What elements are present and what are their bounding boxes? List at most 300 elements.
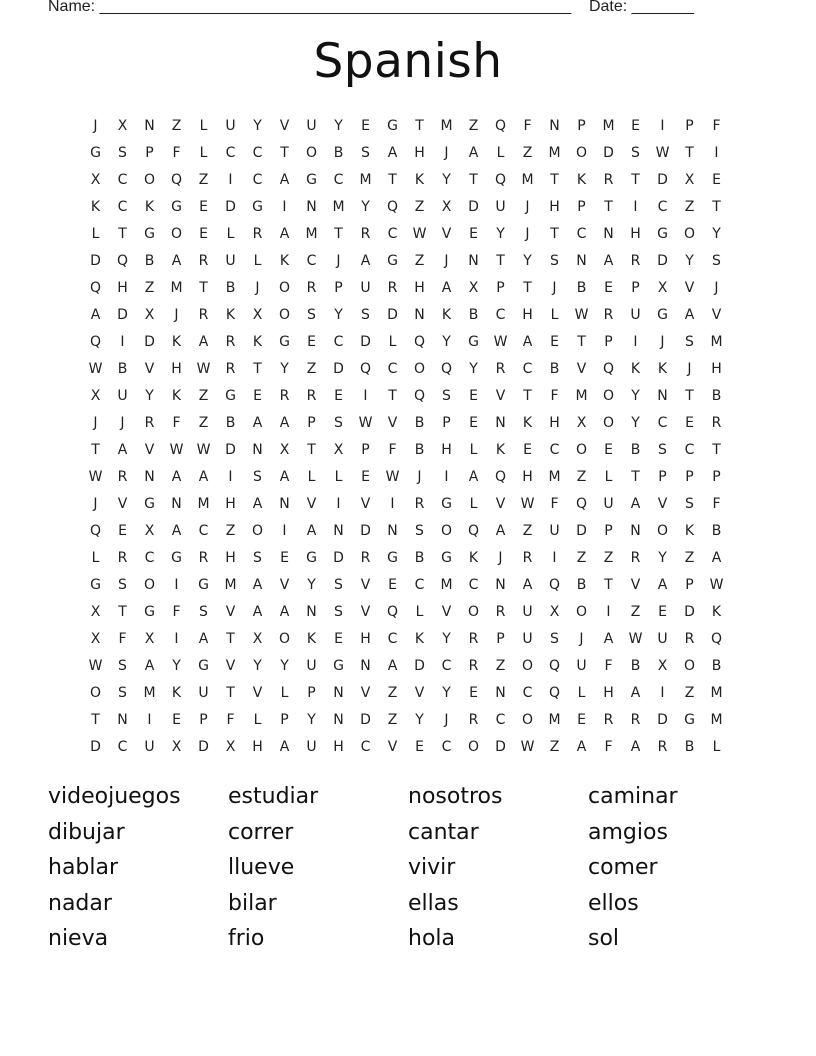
grid-letter: N: [387, 522, 398, 539]
grid-letter: J: [93, 414, 98, 431]
grid-letter: A: [630, 738, 641, 755]
grid-letter: V: [495, 387, 506, 404]
grid-letter: I: [660, 117, 665, 134]
grid-letter: Q: [170, 171, 183, 188]
grid-letter: N: [117, 711, 128, 728]
grid-letter: A: [441, 279, 452, 296]
grid-letter: G: [387, 252, 398, 269]
grid-letter: Y: [334, 306, 343, 323]
grid-letter: R: [198, 252, 209, 269]
grid-letter: F: [550, 495, 559, 512]
grid-letter: M: [143, 684, 156, 701]
grid-letter: P: [685, 117, 694, 134]
grid-letter: W: [88, 468, 103, 485]
word-list-item: videojuegos: [48, 784, 181, 809]
grid-letter: F: [523, 117, 532, 134]
grid-letter: B: [225, 279, 236, 296]
grid-letter: I: [552, 549, 557, 566]
grid-letter: Y: [361, 198, 370, 215]
grid-letter: N: [279, 495, 290, 512]
grid-letter: X: [657, 657, 668, 674]
grid-letter: Q: [467, 522, 480, 539]
grid-letter: K: [252, 333, 263, 350]
grid-letter: V: [387, 414, 398, 431]
grid-letter: U: [306, 117, 317, 134]
grid-letter: J: [552, 279, 557, 296]
grid-letter: S: [334, 576, 343, 593]
grid-letter: B: [414, 549, 425, 566]
grid-letter: L: [415, 603, 424, 620]
grid-letter: A: [198, 333, 209, 350]
grid-letter: V: [117, 495, 128, 512]
grid-letter: N: [630, 522, 641, 539]
grid-letter: F: [172, 603, 181, 620]
grid-letter: Q: [494, 117, 507, 134]
grid-letter: T: [604, 198, 613, 215]
grid-letter: C: [657, 198, 668, 215]
grid-letter: C: [252, 171, 263, 188]
grid-letter: G: [387, 549, 398, 566]
grid-letter: T: [415, 117, 424, 134]
grid-letter: F: [172, 144, 181, 161]
grid-letter: I: [336, 495, 341, 512]
grid-letter: M: [224, 576, 237, 593]
grid-letter: H: [117, 279, 128, 296]
grid-letter: X: [468, 279, 479, 296]
name-date-line: Name: _____________________________________________________ Date: _______: [48, 0, 694, 15]
grid-letter: K: [684, 522, 695, 539]
grid-letter: Y: [415, 711, 424, 728]
grid-letter: E: [577, 711, 586, 728]
grid-letter: Y: [496, 225, 505, 242]
grid-letter: R: [468, 657, 479, 674]
grid-letter: Q: [386, 603, 399, 620]
grid-letter: J: [93, 117, 98, 134]
grid-letter: Z: [306, 360, 317, 377]
grid-letter: G: [279, 333, 290, 350]
grid-letter: L: [199, 117, 208, 134]
grid-letter: C: [576, 225, 587, 242]
grid-letter: N: [495, 684, 506, 701]
grid-letter: V: [360, 603, 371, 620]
grid-letter: F: [226, 711, 235, 728]
grid-letter: O: [575, 603, 588, 620]
grid-letter: A: [144, 657, 155, 674]
grid-letter: U: [576, 657, 587, 674]
grid-letter: S: [307, 306, 316, 323]
grid-letter: Q: [89, 279, 102, 296]
grid-letter: H: [522, 468, 533, 485]
grid-letter: A: [387, 144, 398, 161]
grid-letter: S: [550, 630, 559, 647]
grid-letter: H: [603, 684, 614, 701]
grid-letter: U: [306, 657, 317, 674]
grid-letter: Z: [684, 684, 695, 701]
grid-letter: T: [496, 252, 505, 269]
grid-letter: T: [604, 576, 613, 593]
grid-letter: G: [144, 225, 155, 242]
grid-letter: K: [306, 630, 317, 647]
grid-letter: T: [685, 144, 694, 161]
grid-letter: T: [118, 225, 127, 242]
grid-letter: E: [280, 549, 289, 566]
grid-letter: O: [656, 522, 669, 539]
grid-letter: B: [333, 144, 344, 161]
grid-letter: W: [520, 738, 535, 755]
word-list-item: estudiar: [228, 784, 319, 809]
grid-letter: V: [279, 576, 290, 593]
grid-letter: C: [225, 144, 236, 161]
grid-letter: S: [118, 576, 127, 593]
grid-letter: W: [88, 657, 103, 674]
grid-letter: A: [360, 252, 371, 269]
grid-letter: R: [468, 711, 479, 728]
grid-letter: L: [604, 468, 613, 485]
grid-letter: S: [118, 144, 127, 161]
grid-letter: H: [549, 414, 560, 431]
grid-letter: T: [631, 468, 640, 485]
grid-letter: O: [278, 279, 291, 296]
word-list-item: sol: [588, 926, 620, 951]
grid-letter: M: [548, 144, 561, 161]
grid-letter: I: [228, 171, 233, 188]
grid-letter: I: [363, 387, 368, 404]
grid-letter: L: [496, 144, 505, 161]
grid-letter: U: [306, 738, 317, 755]
grid-letter: R: [630, 252, 641, 269]
grid-letter: V: [576, 360, 587, 377]
grid-letter: J: [93, 495, 98, 512]
grid-letter: N: [171, 495, 182, 512]
grid-letter: Y: [523, 252, 532, 269]
grid-letter: Z: [495, 657, 506, 674]
grid-letter: V: [360, 684, 371, 701]
grid-letter: K: [90, 198, 101, 215]
grid-letter: O: [521, 711, 534, 728]
grid-letter: A: [279, 603, 290, 620]
grid-letter: O: [683, 225, 696, 242]
grid-letter: J: [120, 414, 125, 431]
grid-letter: P: [280, 711, 289, 728]
grid-letter: V: [495, 495, 506, 512]
grid-letter: S: [550, 252, 559, 269]
grid-letter: S: [253, 549, 262, 566]
grid-letter: Q: [440, 360, 453, 377]
grid-letter: Y: [658, 549, 667, 566]
grid-letter: Q: [494, 468, 507, 485]
grid-letter: J: [417, 468, 422, 485]
grid-letter: P: [307, 414, 316, 431]
grid-letter: J: [444, 711, 449, 728]
grid-letter: L: [280, 684, 289, 701]
grid-letter: A: [252, 495, 263, 512]
grid-letter: S: [658, 441, 667, 458]
grid-letter: F: [118, 630, 127, 647]
grid-letter: N: [333, 684, 344, 701]
grid-letter: Z: [576, 468, 587, 485]
grid-letter: M: [710, 684, 723, 701]
grid-letter: T: [577, 333, 586, 350]
grid-letter: T: [91, 711, 100, 728]
grid-letter: X: [144, 630, 155, 647]
grid-letter: H: [414, 144, 425, 161]
grid-letter: D: [387, 306, 398, 323]
grid-letter: Z: [522, 522, 533, 539]
grid-letter: H: [711, 360, 722, 377]
grid-letter: O: [602, 387, 615, 404]
word-list-item: hablar: [48, 855, 119, 880]
grid-letter: E: [658, 603, 667, 620]
grid-letter: Q: [413, 333, 426, 350]
grid-letter: K: [441, 306, 452, 323]
grid-letter: Y: [307, 711, 316, 728]
grid-letter: C: [387, 225, 398, 242]
grid-letter: M: [440, 576, 453, 593]
grid-letter: R: [198, 306, 209, 323]
grid-letter: Q: [548, 576, 561, 593]
grid-letter: G: [144, 495, 155, 512]
grid-letter: G: [90, 144, 101, 161]
grid-letter: R: [117, 468, 128, 485]
grid-letter: S: [685, 495, 694, 512]
grid-letter: Z: [684, 549, 695, 566]
grid-letter: P: [604, 333, 613, 350]
grid-letter: V: [306, 495, 317, 512]
grid-letter: V: [225, 657, 236, 674]
grid-letter: H: [225, 549, 236, 566]
grid-letter: C: [522, 360, 533, 377]
grid-letter: S: [118, 657, 127, 674]
grid-letter: O: [413, 360, 426, 377]
grid-letter: P: [658, 468, 667, 485]
grid-letter: J: [525, 225, 530, 242]
grid-letter: X: [279, 441, 290, 458]
grid-letter: F: [172, 414, 181, 431]
grid-letter: I: [120, 333, 125, 350]
grid-letter: T: [253, 360, 262, 377]
word-list-item: dibujar: [48, 819, 125, 845]
grid-letter: K: [279, 252, 290, 269]
grid-letter: Y: [685, 252, 694, 269]
grid-letter: C: [117, 198, 128, 215]
grid-letter: D: [90, 738, 101, 755]
grid-letter: D: [657, 711, 668, 728]
word-list-item: correr: [228, 819, 294, 845]
grid-letter: O: [575, 144, 588, 161]
grid-letter: A: [468, 468, 479, 485]
grid-letter: M: [575, 387, 588, 404]
word-search-grid: [82, 112, 730, 760]
grid-letter: L: [469, 441, 478, 458]
grid-letter: Z: [414, 252, 425, 269]
grid-letter: E: [334, 387, 343, 404]
grid-letter: R: [360, 549, 371, 566]
grid-letter: Y: [442, 684, 451, 701]
grid-letter: C: [495, 306, 506, 323]
grid-letter: Z: [684, 198, 695, 215]
grid-letter: X: [252, 630, 263, 647]
grid-letter: C: [468, 576, 479, 593]
grid-letter: N: [495, 414, 506, 431]
grid-letter: T: [91, 441, 100, 458]
grid-letter: U: [225, 252, 236, 269]
grid-letter: B: [549, 360, 560, 377]
grid-letter: Q: [494, 171, 507, 188]
grid-letter: L: [91, 549, 100, 566]
grid-letter: Z: [549, 738, 560, 755]
grid-letter: T: [712, 441, 721, 458]
grid-letter: V: [441, 225, 452, 242]
grid-letter: I: [282, 198, 287, 215]
grid-letter: H: [414, 279, 425, 296]
grid-letter: J: [255, 279, 260, 296]
grid-letter: D: [360, 333, 371, 350]
grid-letter: Z: [387, 684, 398, 701]
grid-letter: R: [495, 360, 506, 377]
grid-letter: Z: [198, 171, 209, 188]
grid-letter: R: [306, 279, 317, 296]
grid-letter: G: [684, 711, 695, 728]
grid-letter: V: [252, 684, 263, 701]
grid-letter: I: [282, 522, 287, 539]
grid-letter: X: [171, 738, 182, 755]
grid-letter: B: [711, 522, 722, 539]
grid-letter: F: [604, 657, 613, 674]
grid-letter: C: [414, 576, 425, 593]
grid-letter: T: [523, 387, 532, 404]
grid-letter: N: [360, 657, 371, 674]
grid-letter: B: [414, 441, 425, 458]
grid-letter: G: [198, 657, 209, 674]
grid-letter: R: [306, 387, 317, 404]
word-list-item: nadar: [48, 890, 112, 916]
grid-letter: R: [495, 603, 506, 620]
grid-letter: E: [415, 738, 424, 755]
grid-letter: N: [144, 468, 155, 485]
grid-letter: D: [684, 603, 695, 620]
grid-letter: B: [576, 576, 587, 593]
grid-letter: A: [171, 468, 182, 485]
grid-letter: L: [334, 468, 343, 485]
grid-letter: P: [631, 279, 640, 296]
grid-letter: Z: [603, 549, 614, 566]
grid-letter: A: [252, 576, 263, 593]
grid-letter: T: [631, 171, 640, 188]
grid-letter: I: [174, 576, 179, 593]
grid-letter: D: [414, 657, 425, 674]
grid-letter: Y: [631, 414, 640, 431]
grid-letter: C: [144, 549, 155, 566]
grid-letter: Y: [469, 360, 478, 377]
grid-letter: U: [603, 495, 614, 512]
grid-letter: D: [576, 522, 587, 539]
grid-letter: S: [199, 603, 208, 620]
grid-letter: Z: [522, 144, 533, 161]
grid-letter: C: [657, 414, 668, 431]
grid-letter: E: [199, 225, 208, 242]
grid-letter: G: [468, 333, 479, 350]
grid-letter: I: [390, 495, 395, 512]
grid-letter: A: [279, 738, 290, 755]
grid-letter: W: [358, 414, 373, 431]
grid-letter: E: [361, 468, 370, 485]
word-list-item: amgios: [588, 819, 668, 845]
grid-letter: E: [469, 225, 478, 242]
grid-letter: Z: [630, 603, 641, 620]
grid-letter: D: [495, 738, 506, 755]
grid-letter: A: [630, 495, 641, 512]
grid-letter: A: [279, 171, 290, 188]
grid-letter: A: [117, 441, 128, 458]
grid-letter: I: [633, 333, 638, 350]
grid-letter: X: [549, 603, 560, 620]
grid-letter: W: [574, 306, 589, 323]
grid-letter: T: [712, 198, 721, 215]
grid-letter: R: [684, 630, 695, 647]
grid-letter: G: [171, 198, 182, 215]
grid-letter: T: [199, 279, 208, 296]
grid-letter: B: [711, 387, 722, 404]
grid-letter: D: [333, 360, 344, 377]
grid-letter: V: [630, 576, 641, 593]
grid-letter: X: [144, 306, 155, 323]
grid-letter: T: [307, 441, 316, 458]
grid-letter: T: [550, 171, 559, 188]
grid-letter: A: [252, 603, 263, 620]
word-list-item: hola: [408, 926, 455, 951]
grid-letter: B: [630, 657, 641, 674]
grid-letter: O: [521, 657, 534, 674]
grid-letter: E: [118, 522, 127, 539]
grid-letter: V: [360, 576, 371, 593]
grid-letter: D: [657, 252, 668, 269]
grid-letter: O: [602, 414, 615, 431]
grid-letter: Y: [631, 387, 640, 404]
grid-letter: V: [360, 495, 371, 512]
grid-letter: R: [198, 549, 209, 566]
grid-letter: C: [495, 711, 506, 728]
grid-letter: K: [225, 306, 236, 323]
grid-letter: A: [630, 684, 641, 701]
grid-letter: C: [360, 738, 371, 755]
grid-letter: C: [387, 360, 398, 377]
grid-letter: S: [442, 387, 451, 404]
grid-letter: I: [228, 468, 233, 485]
grid-letter: L: [550, 306, 559, 323]
grid-letter: V: [144, 441, 155, 458]
grid-letter: E: [604, 279, 613, 296]
grid-letter: D: [657, 171, 668, 188]
grid-letter: Z: [144, 279, 155, 296]
grid-letter: B: [117, 360, 128, 377]
grid-letter: W: [655, 144, 670, 161]
word-list-item: comer: [588, 855, 658, 880]
grid-letter: R: [225, 333, 236, 350]
grid-letter: A: [90, 306, 101, 323]
grid-letter: L: [91, 225, 100, 242]
grid-letter: W: [88, 360, 103, 377]
grid-letter: X: [90, 603, 101, 620]
grid-letter: A: [495, 522, 506, 539]
grid-letter: U: [360, 279, 371, 296]
grid-letter: T: [118, 603, 127, 620]
grid-letter: N: [549, 117, 560, 134]
grid-letter: K: [414, 630, 425, 647]
word-list-item: bilar: [228, 890, 277, 916]
grid-letter: C: [441, 657, 452, 674]
grid-letter: T: [388, 171, 397, 188]
grid-letter: R: [387, 279, 398, 296]
